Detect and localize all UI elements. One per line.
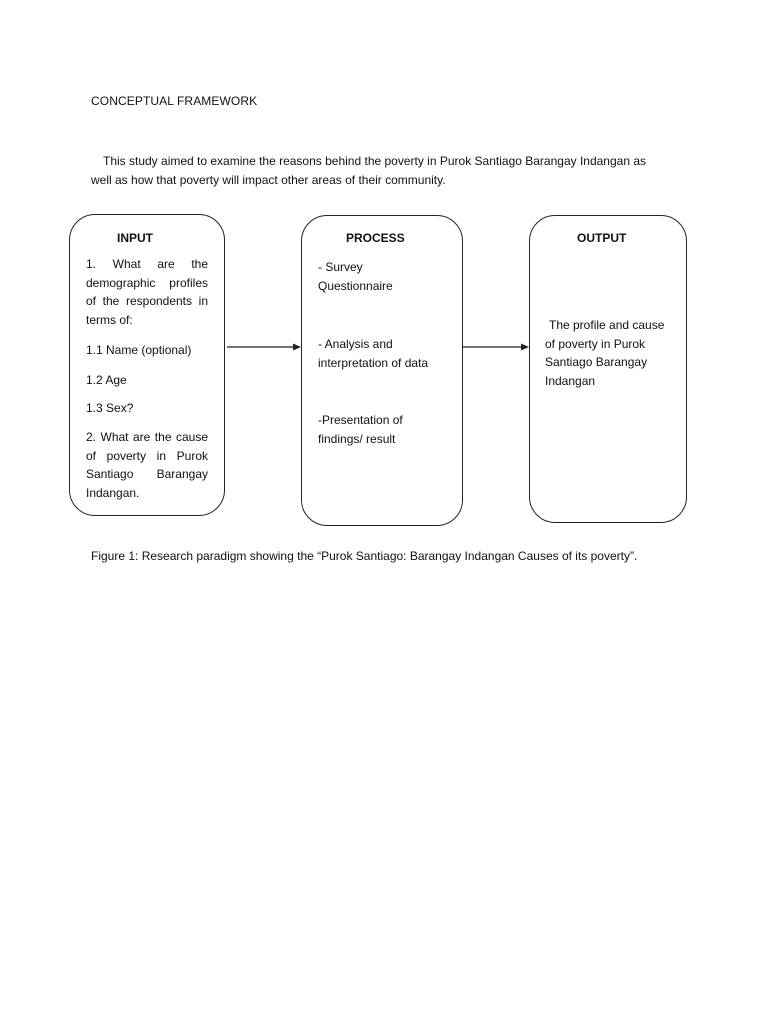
figure-caption: Figure 1: Research paradigm showing the “Purok Santiago: Barangay Indangan Causes of its poverty”. <box>91 549 638 563</box>
process-title: PROCESS <box>346 231 405 245</box>
input-question-2: 2. What are the cause of poverty in Purok Santiago Barangay Indangan. <box>86 430 208 500</box>
process-step-presentation: -Presentation of findings/ result <box>318 413 403 446</box>
arrow-process-to-output <box>463 344 529 351</box>
input-question-1: 1. What are the demographic profiles of the respondents in terms of: <box>86 257 208 327</box>
process-step-survey: - Survey Questionnaire <box>318 260 393 293</box>
output-title: OUTPUT <box>577 231 627 245</box>
input-item-sex: 1.3 Sex? <box>86 401 134 415</box>
input-item-name: 1.1 Name (optional) <box>86 343 192 357</box>
intro-line-2: well as how that poverty will impact other areas of their community. <box>91 173 446 187</box>
process-step-analysis: - Analysis and interpretation of data <box>318 337 429 370</box>
document-heading: CONCEPTUAL FRAMEWORK <box>91 94 258 108</box>
input-title: INPUT <box>117 231 153 245</box>
arrow-input-to-process <box>227 344 301 351</box>
input-item-age: 1.2 Age <box>86 373 127 387</box>
output-text: The profile and cause of poverty in Purok Santiago Barangay Indangan <box>545 318 665 388</box>
intro-line-1: This study aimed to examine the reasons behind the poverty in Purok Santiago Barangay Indangan as <box>103 154 647 168</box>
